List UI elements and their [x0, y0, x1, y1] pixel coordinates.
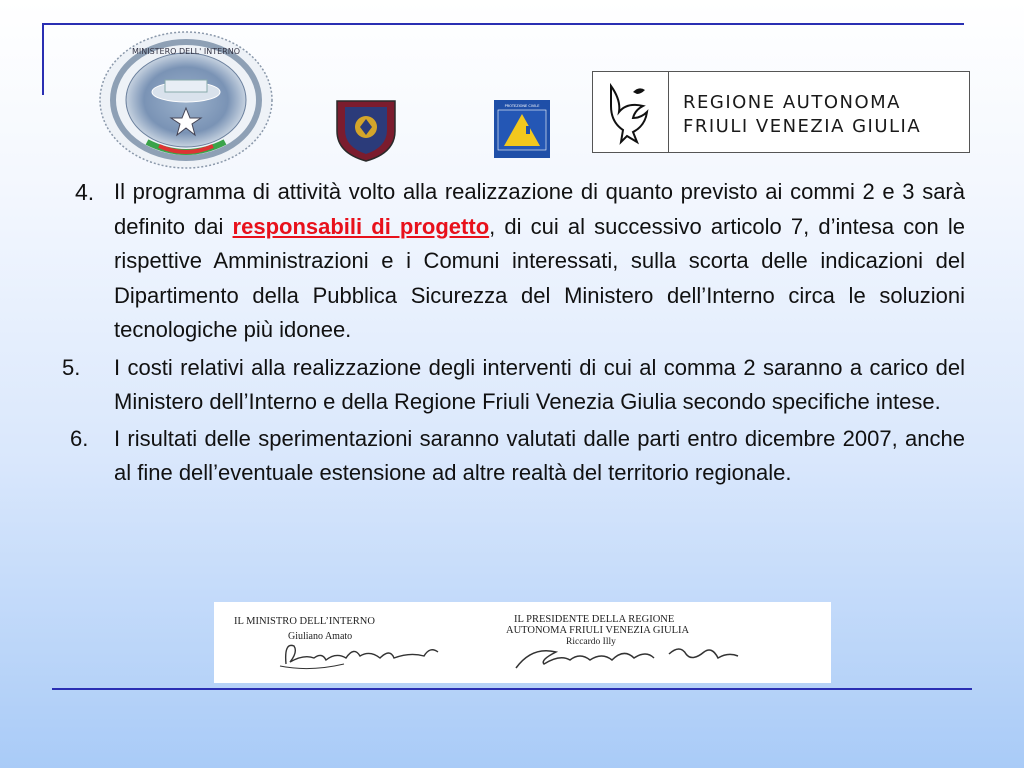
right-signatory-name: Riccardo Illy — [566, 637, 616, 647]
item-text: I risultati delle sperimentazioni saranno valutati dalle parti entro dicembre 2007, anche al fine dell’eventuale estensione ad altre realtà del territorio regionale. — [114, 425, 965, 485]
list-item — [60, 351, 965, 420]
eagle-icon — [593, 72, 669, 152]
item-number: 6. — [70, 425, 89, 451]
regione-name-line2: FRIULI VENEZIA GIULIA — [683, 116, 922, 137]
highlight-responsabili: responsabili di progetto — [232, 213, 490, 239]
bottom-rule — [52, 688, 972, 690]
item-text: Il programma di attività volto alla realizzazione di quanto previsto ai commi 2 e 3 sarà definito dai — [114, 179, 965, 239]
pc-text: PROTEZIONE CIVILE — [504, 104, 540, 108]
list-item — [60, 175, 965, 348]
left-rule — [42, 23, 44, 95]
right-signatory-title-1: IL PRESIDENTE DELLA REGIONE — [514, 614, 675, 625]
item-number: 5. — [62, 354, 81, 380]
item-text: I costi relativi alla realizzazione degli interventi di cui al comma 2 saranno a carico del Ministero dell’Interno e della Regione Friuli Venezia Giulia secondo specifiche intese. — [114, 354, 965, 414]
svg-text:PROTEZIONE CIVILE — [505, 104, 540, 108]
signature-amato — [286, 645, 438, 664]
protezione-civile-emblem — [494, 100, 550, 158]
ministero-interno-seal — [97, 30, 275, 170]
right-signatory-title-2: AUTONOMA FRIULI VENEZIA GIULIA — [506, 625, 690, 636]
signature-illy — [516, 649, 738, 668]
regione-fvg-logo — [592, 71, 970, 153]
polizia-shield-emblem — [333, 97, 399, 163]
left-signatory-title: IL MINISTRO DELL’INTERNO — [234, 616, 375, 627]
left-signatory-name: Giuliano Amato — [288, 631, 353, 642]
seal-text: MINISTERO DELL' INTERNO — [131, 47, 241, 56]
item-text: , di cui al successivo articolo 7, d’intesa con le rispettive Amministrazioni e i Comuni interessati, sulla scorta delle indicazioni del Dipartimento della Pubblica Sicurezza del Ministero dell’Interno circa le soluzioni tecnologiche più idonee. — [114, 213, 965, 342]
regione-name-line1: REGIONE AUTONOMA — [683, 92, 901, 113]
svg-text:MINISTERO DELL' INTERNO — [132, 47, 240, 56]
item-number: 4. — [75, 179, 95, 205]
article-body — [60, 175, 965, 491]
signature-block — [214, 602, 831, 683]
top-rule — [42, 23, 964, 25]
list-item — [60, 422, 965, 491]
